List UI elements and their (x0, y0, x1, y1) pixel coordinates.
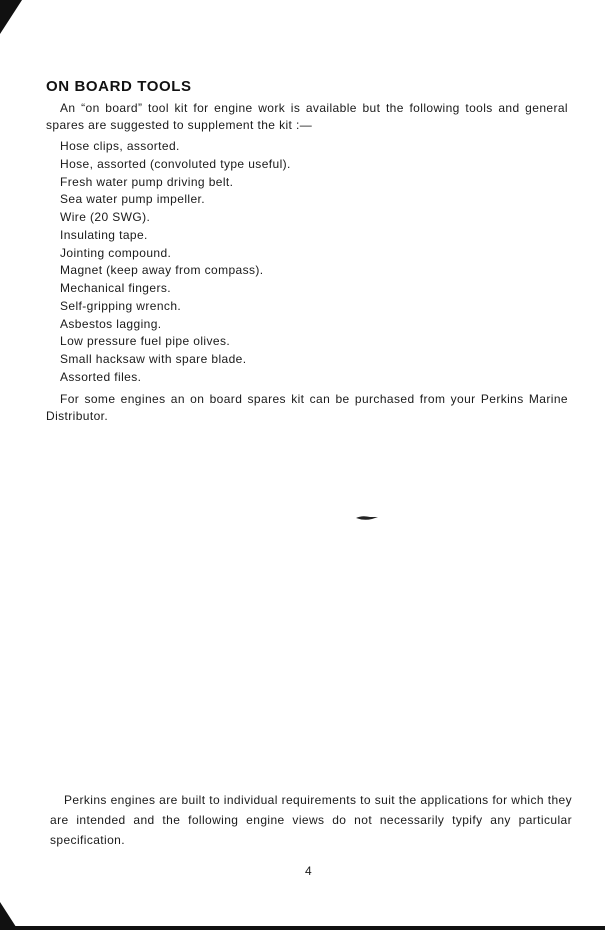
list-item: Hose clips, assorted. (60, 139, 180, 153)
list-item: Assorted files. (60, 369, 142, 384)
list-item: Fresh water pump driving belt. (60, 174, 234, 189)
intro-paragraph: An “on board” tool kit for engine work is available but the following tools and general spares are suggested to supplement the kit :— (46, 101, 568, 132)
list-item: Self-gripping wrench. (60, 298, 182, 313)
list-item: Insulating tape. (60, 227, 148, 242)
list-item: Sea water pump impeller. (60, 192, 205, 207)
list-item: Jointing compound. (60, 245, 172, 260)
list-item: Magnet (keep away from compass). (60, 263, 264, 278)
section-heading: ON BOARD TOOLS (46, 78, 192, 95)
list-item: Hose, assorted (convoluted type useful). (60, 156, 291, 171)
page-bottom-edge (0, 926, 605, 930)
specification-note: Perkins engines are built to individual requirements to suit the applications for which they are intended and the following engine views do not necessarily typify any particular specification. (50, 793, 572, 847)
page-number: 4 (305, 864, 312, 878)
list-item: Low pressure fuel pipe olives. (60, 334, 231, 349)
ink-smudge-mark (356, 515, 378, 521)
list-item: Small hacksaw with spare blade. (60, 352, 247, 366)
list-item: Mechanical fingers. (60, 281, 171, 295)
tool-list (60, 138, 291, 387)
list-item: Asbestos lagging. (60, 316, 162, 331)
page-corner-shadow (0, 0, 22, 34)
list-item: Wire (20 SWG). (60, 210, 151, 224)
distributor-paragraph: For some engines an on board spares kit can be purchased from your Perkins Marine Distributor. (46, 392, 568, 423)
